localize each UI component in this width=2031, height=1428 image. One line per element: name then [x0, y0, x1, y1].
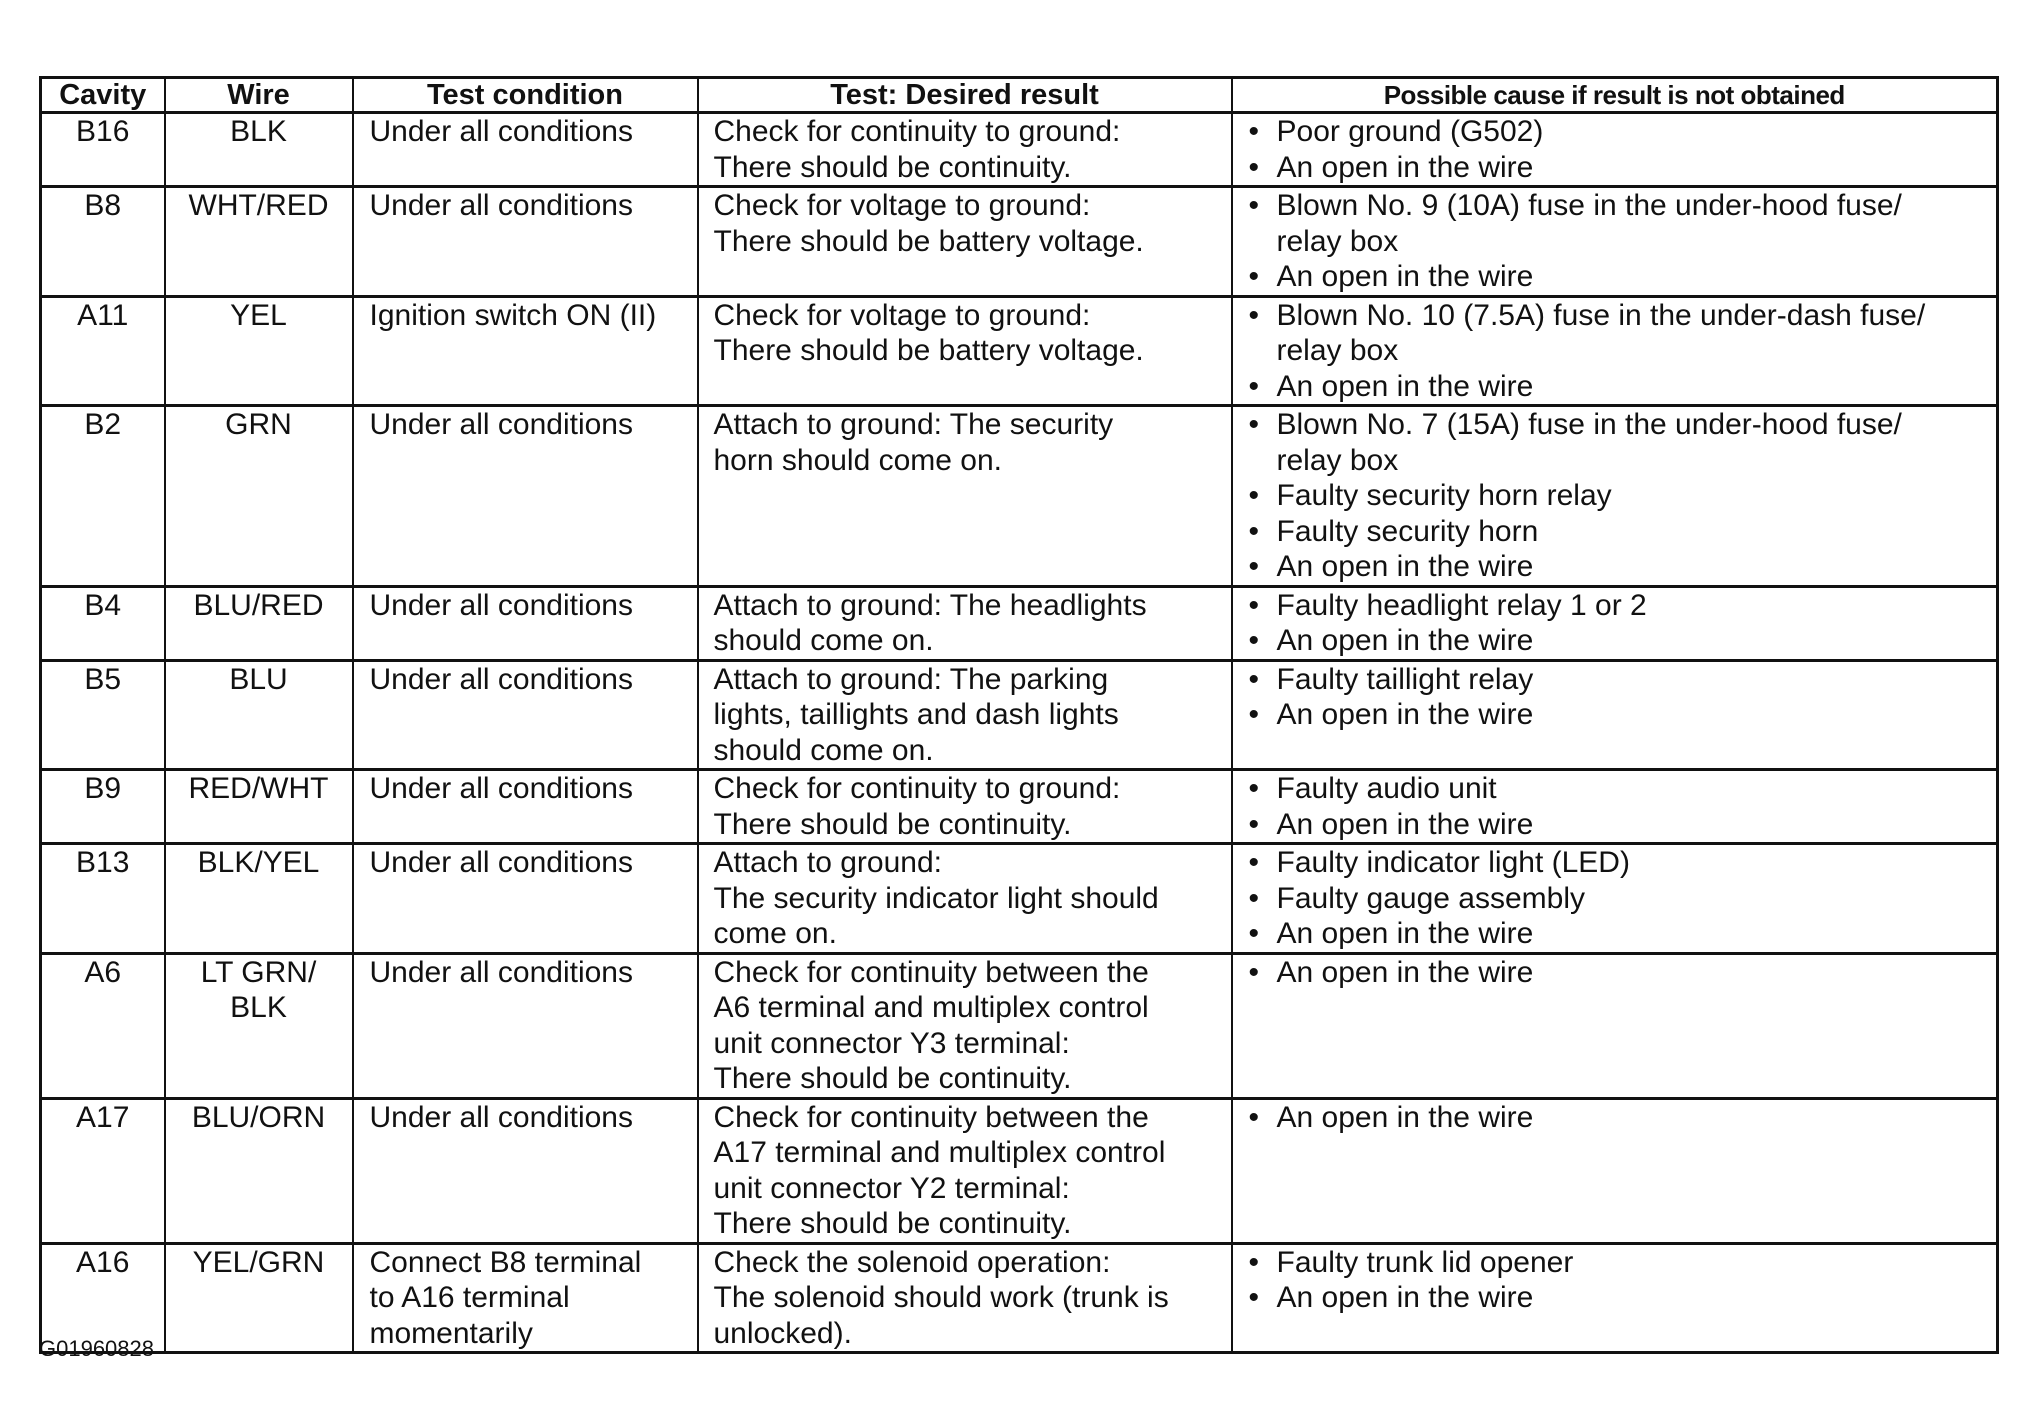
wire-line: BLU/RED [193, 588, 324, 622]
cell-test-condition [353, 1243, 698, 1353]
cause-line: • Blown No. 10 (7.5A) fuse in the under-dash fuse/ [1276, 298, 1926, 332]
condition-line: Under all conditions [369, 846, 633, 879]
result-line: Attach to ground: The security [713, 408, 1114, 441]
result-line: come on. [713, 917, 837, 950]
cause-line: • An open in the wire [1276, 1100, 1534, 1134]
table-row [41, 1243, 1998, 1353]
cause-list [1247, 662, 1997, 733]
cause-line: • Faulty headlight relay 1 or 2 [1276, 588, 1647, 622]
figure-reference-id: G01960828 [39, 1336, 154, 1361]
cause-item [1247, 955, 1997, 991]
cell-wire [165, 113, 353, 187]
header-row [41, 78, 1998, 113]
cell-cavity: B13 [41, 844, 165, 954]
table-row [41, 953, 1998, 1098]
cause-list [1247, 298, 1997, 405]
wire-line: WHT/RED [188, 189, 329, 222]
cause-line: • An open in the wire [1276, 698, 1534, 731]
result-line: horn should come on. [713, 443, 1003, 477]
cause-list [1247, 1245, 1997, 1316]
condition-line: Under all conditions [369, 772, 633, 805]
cause-list [1247, 845, 1997, 952]
cause-item [1247, 662, 1997, 698]
cell-desired-result [698, 406, 1232, 587]
cell-cavity: B8 [41, 187, 165, 297]
cause-item [1247, 771, 1997, 807]
cause-item [1247, 1245, 1997, 1281]
cause-line: • Faulty gauge assembly [1276, 881, 1585, 915]
condition-line: momentarily [369, 1316, 533, 1350]
cause-list [1247, 1100, 1997, 1136]
wire-line: YEL [230, 298, 287, 332]
wire-line: RED/WHT [188, 772, 329, 805]
cause-line: • An open in the wire [1276, 1281, 1534, 1314]
header-test-condition: Test condition [353, 78, 698, 113]
cell-wire [165, 953, 353, 1098]
cell-wire [165, 770, 353, 844]
cell-possible-cause [1232, 844, 1998, 954]
cause-list [1247, 955, 1997, 991]
cell-desired-result [698, 187, 1232, 297]
cause-line: • Faulty security horn [1276, 514, 1539, 548]
cell-possible-cause [1232, 1243, 1998, 1353]
result-line: The solenoid should work (trunk is [713, 1281, 1169, 1314]
result-line: Check for voltage to ground: [713, 298, 1091, 332]
cause-item [1247, 188, 1997, 259]
cause-item [1247, 514, 1997, 550]
cell-desired-result [698, 1098, 1232, 1243]
result-line: Check for continuity between the [713, 955, 1149, 989]
cell-cavity: A16 [41, 1243, 165, 1353]
cause-item [1247, 478, 1997, 514]
cell-wire [165, 296, 353, 406]
cause-item [1247, 369, 1997, 405]
cause-item [1247, 588, 1997, 624]
result-line: A6 terminal and multiplex control [713, 991, 1149, 1024]
cell-wire [165, 660, 353, 770]
cause-line: relay box [1276, 334, 1399, 367]
cause-line: • Faulty trunk lid opener [1276, 1245, 1574, 1279]
cause-item [1247, 298, 1997, 369]
cell-desired-result [698, 1243, 1232, 1353]
cause-list [1247, 114, 1997, 185]
cell-wire [165, 844, 353, 954]
result-line: Check for continuity to ground: [713, 115, 1121, 148]
cause-list [1247, 588, 1997, 659]
wire-line: YEL/GRN [192, 1245, 325, 1279]
cell-possible-cause [1232, 187, 1998, 297]
result-line: There should be continuity. [713, 807, 1072, 841]
cell-wire [165, 1243, 353, 1353]
cause-list [1247, 188, 1997, 295]
result-line: Check for continuity between the [713, 1100, 1149, 1134]
header-cavity: Cavity [41, 78, 165, 113]
cause-item [1247, 150, 1997, 186]
result-line: The security indicator light should [713, 881, 1159, 915]
cell-possible-cause [1232, 406, 1998, 587]
result-line: There should be continuity. [713, 150, 1072, 184]
cause-line: • Faulty indicator light (LED) [1276, 846, 1630, 879]
cause-line: • An open in the wire [1276, 807, 1534, 841]
result-line: unlocked). [713, 1316, 852, 1350]
cell-cavity: B2 [41, 406, 165, 587]
table-row [41, 187, 1998, 297]
cause-item [1247, 549, 1997, 585]
cause-line: • Blown No. 9 (10A) fuse in the under-hood fuse/ [1276, 189, 1902, 222]
cause-item [1247, 623, 1997, 659]
table-row [41, 660, 1998, 770]
cause-item [1247, 916, 1997, 952]
cell-possible-cause [1232, 660, 1998, 770]
table-row [41, 844, 1998, 954]
cause-item [1247, 881, 1997, 917]
condition-line: Under all conditions [369, 955, 633, 989]
condition-line: Ignition switch ON (II) [369, 298, 657, 332]
result-line: There should be battery voltage. [713, 224, 1144, 258]
condition-line: to A16 terminal [369, 1281, 570, 1314]
cell-test-condition [353, 406, 698, 587]
cell-test-condition [353, 660, 698, 770]
cause-line: • Faulty security horn relay [1276, 479, 1612, 512]
table-header [41, 78, 1998, 113]
condition-line: Under all conditions [369, 115, 633, 148]
condition-line: Under all conditions [369, 408, 633, 441]
cause-line: • An open in the wire [1276, 260, 1534, 293]
result-line: lights, taillights and dash lights [713, 698, 1119, 731]
header-wire: Wire [165, 78, 353, 113]
result-line: unit connector Y2 terminal: [713, 1171, 1070, 1205]
cell-possible-cause [1232, 296, 1998, 406]
cause-item [1247, 114, 1997, 150]
cell-desired-result [698, 660, 1232, 770]
cause-item [1247, 407, 1997, 478]
cell-desired-result [698, 844, 1232, 954]
cell-possible-cause [1232, 113, 1998, 187]
cell-test-condition [353, 113, 698, 187]
cause-item [1247, 697, 1997, 733]
cell-cavity: A11 [41, 296, 165, 406]
table-row [41, 1098, 1998, 1243]
result-line: There should be continuity. [713, 1062, 1072, 1095]
wire-line: BLK [230, 991, 287, 1024]
result-line: There should be continuity. [713, 1207, 1072, 1240]
condition-line: Under all conditions [369, 662, 633, 696]
cause-line: • An open in the wire [1276, 550, 1534, 583]
cause-line: • Faulty taillight relay [1276, 662, 1534, 696]
result-line: A17 terminal and multiplex control [713, 1136, 1166, 1169]
cell-wire [165, 586, 353, 660]
cause-line: relay box [1276, 443, 1399, 477]
result-line: Attach to ground: The headlights [713, 588, 1147, 622]
table-row [41, 113, 1998, 187]
result-line: Attach to ground: The parking [713, 662, 1109, 696]
cause-item [1247, 807, 1997, 843]
cell-possible-cause [1232, 586, 1998, 660]
cause-list [1247, 407, 1997, 585]
cell-test-condition [353, 586, 698, 660]
table-row [41, 296, 1998, 406]
table-body [41, 113, 1998, 1353]
cell-wire [165, 406, 353, 587]
diagnostic-table [39, 76, 1999, 1354]
cell-test-condition [353, 770, 698, 844]
cause-list [1247, 771, 1997, 842]
cell-desired-result [698, 113, 1232, 187]
cell-cavity: A6 [41, 953, 165, 1098]
cell-wire [165, 187, 353, 297]
header-desired-result: Test: Desired result [698, 78, 1232, 113]
header-possible-cause: Possible cause if result is not obtained [1232, 78, 1998, 113]
condition-line: Under all conditions [369, 588, 633, 622]
cause-item [1247, 1100, 1997, 1136]
result-line: should come on. [713, 733, 934, 767]
cause-item [1247, 1280, 1997, 1316]
table-row [41, 586, 1998, 660]
cell-possible-cause [1232, 770, 1998, 844]
result-line: There should be battery voltage. [713, 334, 1144, 367]
cause-line: • An open in the wire [1276, 150, 1534, 184]
cause-line: • An open in the wire [1276, 955, 1534, 989]
cell-test-condition [353, 953, 698, 1098]
cell-cavity: A17 [41, 1098, 165, 1243]
cell-test-condition [353, 187, 698, 297]
cell-desired-result [698, 296, 1232, 406]
cell-cavity: B9 [41, 770, 165, 844]
cell-cavity: B4 [41, 586, 165, 660]
condition-line: Under all conditions [369, 1100, 633, 1134]
cell-test-condition [353, 296, 698, 406]
wire-line: BLK/YEL [197, 846, 320, 879]
wire-line: BLU/ORN [191, 1100, 326, 1134]
wire-line: LT GRN/ [200, 955, 317, 989]
result-line: should come on. [713, 624, 934, 657]
cell-cavity: B5 [41, 660, 165, 770]
result-line: Check for voltage to ground: [713, 189, 1091, 222]
wire-line: BLU [229, 662, 288, 696]
cause-line: • An open in the wire [1276, 624, 1534, 657]
cell-wire [165, 1098, 353, 1243]
cell-desired-result [698, 586, 1232, 660]
wire-line: BLK [230, 115, 287, 148]
cell-possible-cause [1232, 1098, 1998, 1243]
cause-line: relay box [1276, 224, 1399, 258]
result-line: Check the solenoid operation: [713, 1245, 1111, 1279]
cause-item [1247, 845, 1997, 881]
cell-desired-result [698, 770, 1232, 844]
cause-line: • Blown No. 7 (15A) fuse in the under-hood fuse/ [1276, 408, 1902, 441]
cell-possible-cause [1232, 953, 1998, 1098]
cause-line: • An open in the wire [1276, 917, 1534, 950]
wire-line: GRN [225, 408, 292, 441]
condition-line: Connect B8 terminal [369, 1245, 642, 1279]
condition-line: Under all conditions [369, 189, 633, 222]
result-line: Attach to ground: [713, 846, 942, 879]
result-line: unit connector Y3 terminal: [713, 1026, 1070, 1060]
cell-test-condition [353, 1098, 698, 1243]
cell-desired-result [698, 953, 1232, 1098]
cause-item [1247, 259, 1997, 295]
table-row [41, 770, 1998, 844]
cause-line: • Faulty audio unit [1276, 772, 1497, 805]
cell-cavity: B16 [41, 113, 165, 187]
result-line: Check for continuity to ground: [713, 772, 1121, 805]
cause-line: • An open in the wire [1276, 369, 1534, 403]
table-row [41, 406, 1998, 587]
cause-line: • Poor ground (G502) [1276, 115, 1544, 148]
cell-test-condition [353, 844, 698, 954]
